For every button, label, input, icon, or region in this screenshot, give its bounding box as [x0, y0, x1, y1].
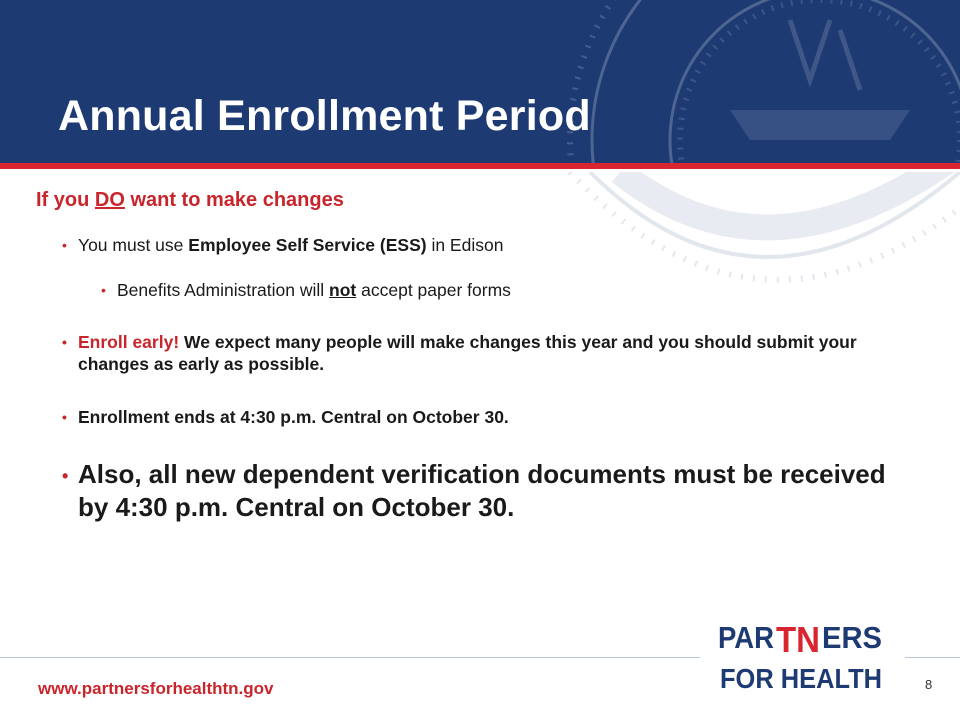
bullet-dot-icon: • [62, 466, 69, 486]
subhead-prefix: If you [36, 189, 95, 211]
bullet-emphasis-text: not [329, 280, 357, 300]
bullet-dependent-verification [62, 458, 918, 524]
bullet-text: You must use [78, 235, 189, 255]
footer-divider [905, 657, 960, 658]
partners-for-health-logo [716, 618, 886, 692]
page-number: 8 [925, 677, 933, 692]
bullet-dot-icon: • [62, 409, 67, 425]
footer-website-link[interactable]: www.partnersforhealthtn.gov [38, 679, 274, 698]
subhead-emphasis: DO [94, 189, 125, 211]
logo-text-tn: TN [776, 619, 820, 660]
bullet-dot-icon: • [101, 282, 106, 298]
bullet-bold-text: Employee Self Service (ESS) [188, 235, 427, 255]
bullet-paper-forms [101, 279, 511, 301]
subhead-suffix: want to make changes [124, 189, 344, 211]
bullet-text: in Edison [426, 235, 504, 255]
logo-text-ers: ERS [822, 620, 882, 655]
bullet-dot-icon: • [62, 237, 67, 253]
bullet-dot-icon: • [62, 334, 67, 350]
bullet-red-text: Enroll early! [78, 332, 180, 352]
bullet-enrollment-ends [62, 406, 509, 428]
bullet-text: Benefits Administration will [117, 280, 330, 300]
bullet-text: Also, all new dependent verification documents must be received by 4:30 p.m. Central on October 30. [78, 459, 886, 522]
logo-text-par: PAR [718, 620, 774, 655]
section-subhead [36, 189, 344, 212]
footer-divider [0, 657, 700, 658]
bullet-text: Enrollment ends at 4:30 p.m. Central on October 30. [78, 407, 509, 427]
bullet-text: accept paper forms [356, 280, 511, 300]
bullet-text: We expect many people will make changes this year and you should submit your changes as early as possible. [78, 332, 857, 374]
bullet-ess [62, 234, 504, 256]
logo-text-for-health: FOR HEALTH [720, 663, 882, 692]
bullet-enroll-early [62, 331, 878, 375]
slide-title: Annual Enrollment Period [58, 92, 591, 140]
